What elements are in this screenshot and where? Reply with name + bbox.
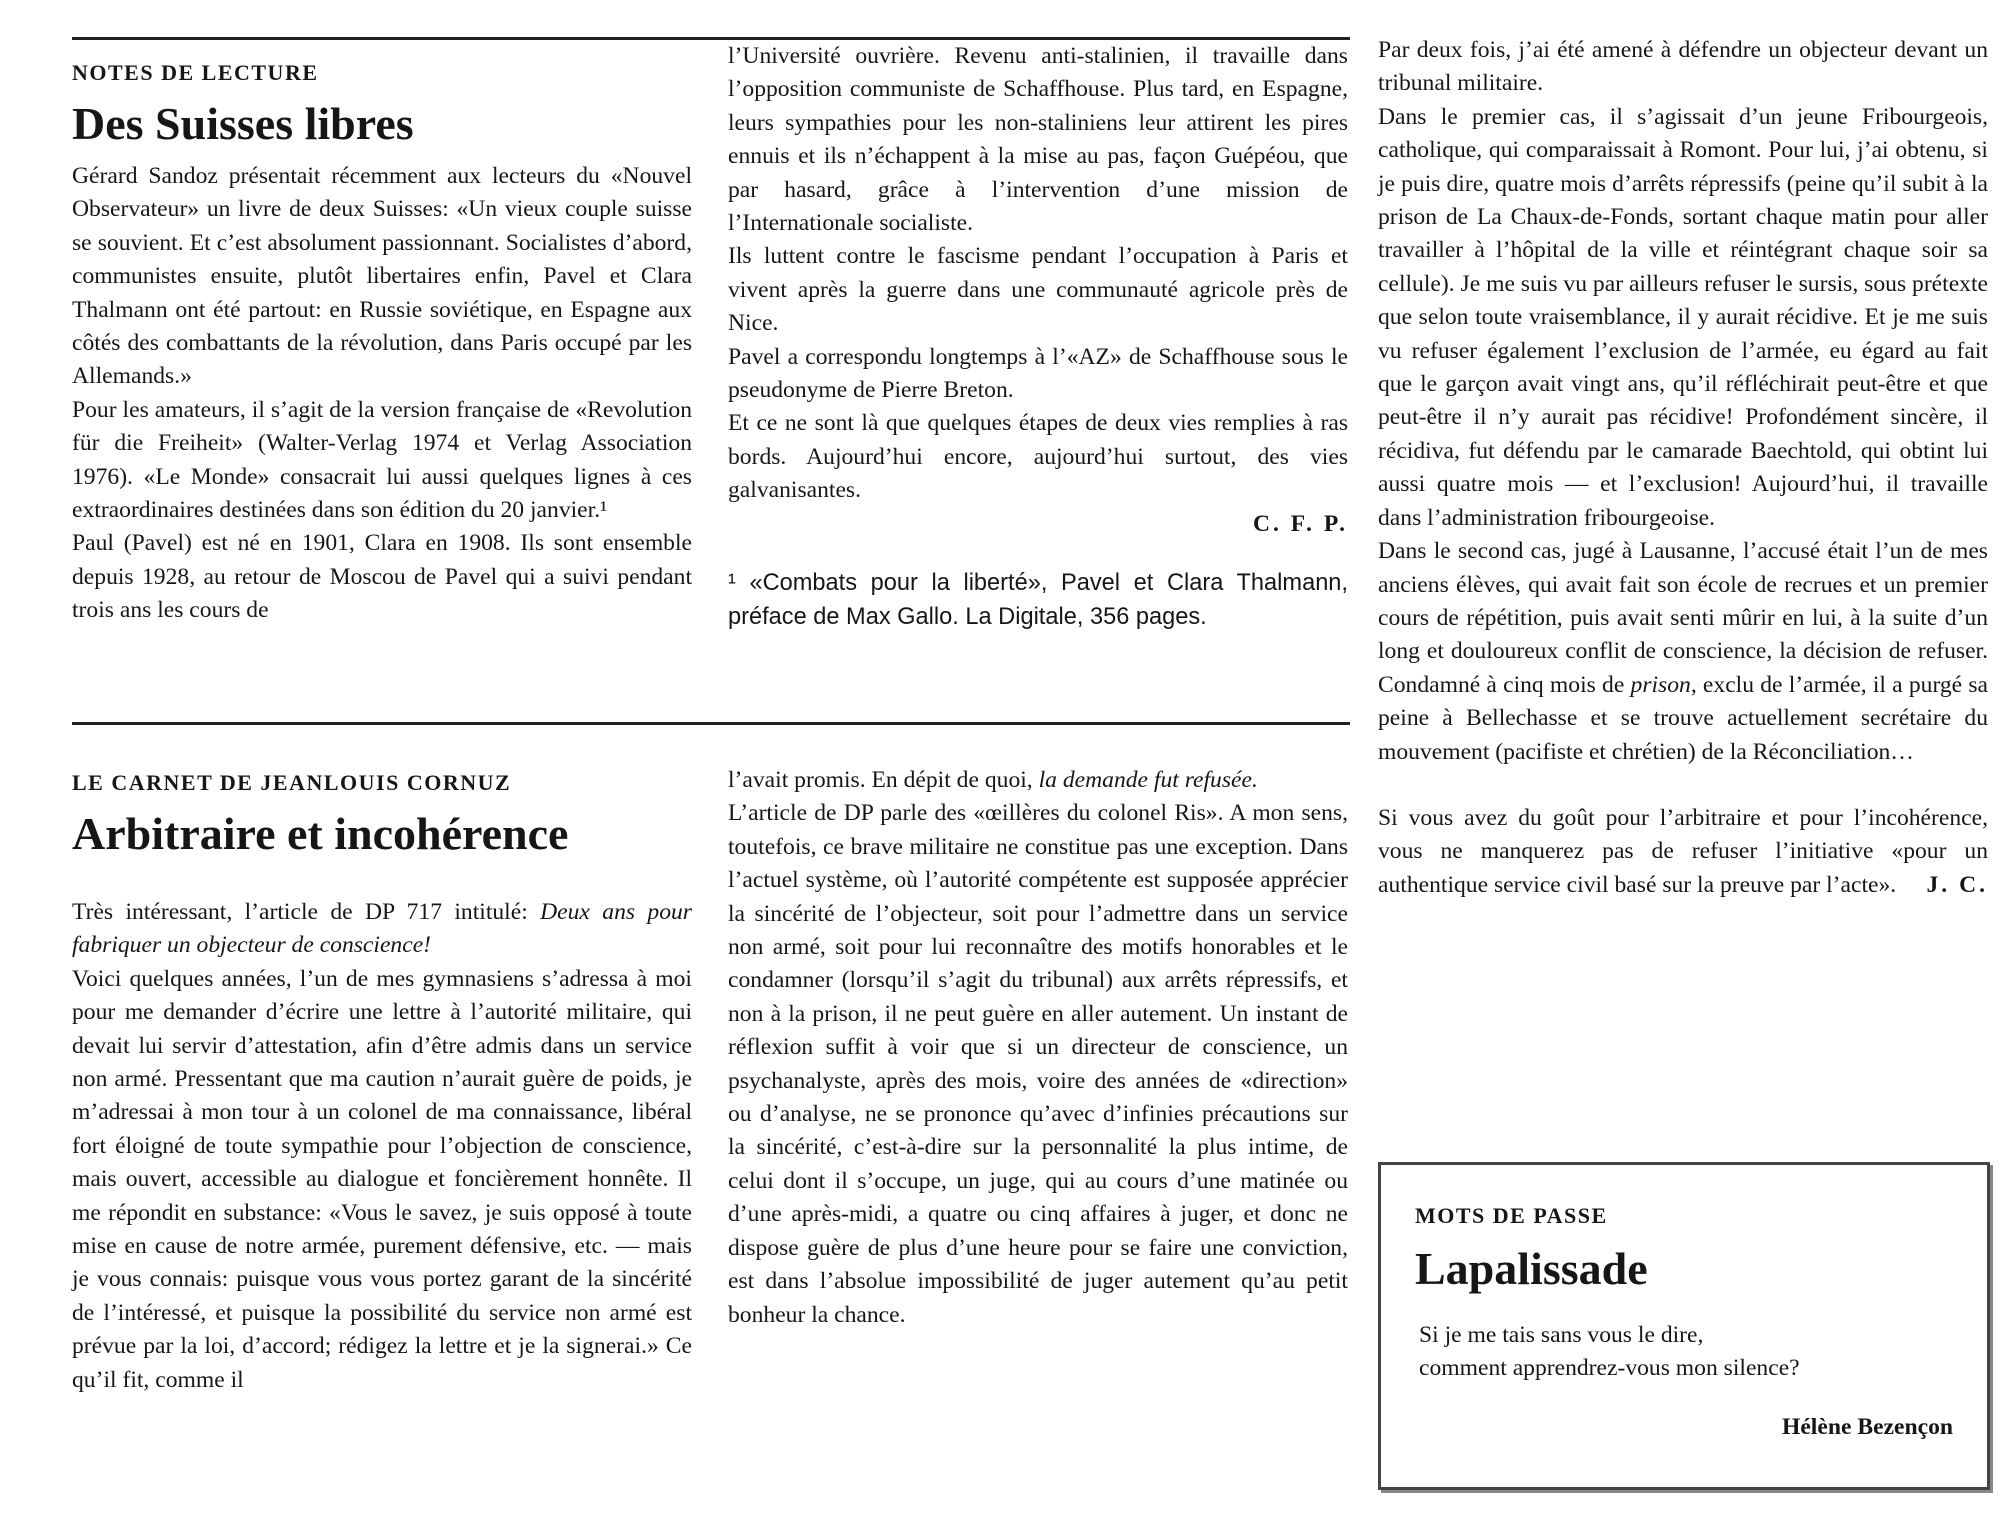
poem-line: Si je me tais sans vous le dire, bbox=[1419, 1322, 1704, 1348]
article-col-2 bbox=[728, 40, 1348, 634]
paragraph: Gérard Sandoz présentait récemment aux lecteurs du «Nouvel Observateur» un livre de deux Suisses: «Un vieux couple suisse se souvient. Et c’est absolument passionnant. Socialistes d’abord, communistes ensuite, plutôt libertaires enfin, Pavel et Clara Thalmann ont été partout: en Russie soviétique, en Espagne aux côtés des combattants de la révolution, dans Paris occupé par les Allemands.» bbox=[72, 163, 692, 390]
article-col-2 bbox=[728, 764, 1348, 1332]
article-title: Arbitraire et incohérence bbox=[72, 808, 569, 859]
paragraph: L’article de DP parle des «œillères du colonel Ris». A mon sens, toutefois, ce brave militaire ne constitue pas une exception. Dans l’actuel système, où l’autorité compétente est supposée apprécier la sincérité de l’objecteur, soit pour l’admettre dans un service non armé, soit pour lui reconnaître des motifs honorables et le condamner (lorsqu’il s’agit du tribunal) aux arrêts répressifs, et non à la prison, il ne peut guère en aller autement. Un instant de réflexion suffit à voir que si un directeur de conscience, un psychanalyste, après des mois, voire des années de «direction» ou d’analyse, ne se prononce qu’avec d’infinies précautions sur la sincérité, c’est-à-dire sur la personnalité la plus intime, de celui dont il s’occupe, un juge, qui au cours d’une matinée ou d’une après-midi, a quatre ou cinq affaires à juger, et donc ne dispose guère de plus d’une heure pour se faire une conviction, est dans l’absolue impossibilité de juger autement qu’au petit bonheur la chance. bbox=[728, 800, 1348, 1328]
article-col-3 bbox=[1378, 34, 1988, 902]
article-title: Des Suisses libres bbox=[72, 98, 414, 149]
intro-text: Très intéressant, l’article de DP 717 intitulé: bbox=[72, 899, 541, 925]
intro-italic: Deux ans pour fabriquer un objecteur de conscience! bbox=[72, 899, 692, 959]
signature: J. C. bbox=[1926, 871, 1988, 898]
paragraph bbox=[1378, 802, 1988, 902]
box-author: Hélène Bezençon bbox=[1781, 1413, 1953, 1440]
text: , exclu de l’armée, il a purgé sa peine à Bellechasse et se trouve actuellement secrétaire du mouvement (pacifiste et chrétien) de la Réconciliation… bbox=[1378, 671, 1989, 765]
article-col-1 bbox=[72, 160, 692, 628]
box-title: Lapalissade bbox=[1415, 1243, 1648, 1294]
section-rule bbox=[72, 722, 1350, 725]
section-kicker: LE CARNET DE JEANLOUIS CORNUZ bbox=[72, 770, 512, 795]
mots-de-passe-box bbox=[1378, 1162, 1990, 1490]
paragraph bbox=[1378, 535, 1988, 769]
italic-text: prison bbox=[1630, 671, 1691, 698]
paragraph bbox=[72, 896, 692, 963]
box-kicker: MOTS DE PASSE bbox=[1415, 1203, 1608, 1228]
text: Si vous avez du goût pour l’arbitraire et pour l’incohérence, vous ne manquerez pas de refuser l’initiative «pour un authentique service civil basé sur la preuve par l’acte». bbox=[1378, 804, 1988, 898]
paragraph: Voici quelques années, l’un de mes gymnasiens s’adressa à moi pour me demander d’écrire une lettre à l’autorité militaire, qui devait lui servir d’attestation, afin d’être admis dans un service non armé. Pressentant que ma caution n’aurait guère de poids, je m’adressai à mon tour à un colonel de ma connaissance, libéral fort éloigné de toute sympathie pour l’objection de conscience, mais ouvert, accessible au dialogue et foncièrement honnête. Il me répondit en substance: «Vous le savez, je suis opposé à toute mise en cause de notre armée, purement défensive, etc. — mais je vous connais: puisque vous vous portez garant de la sincérité de l’intéressé, et puisque la possibilité du service non armé est prévue par la loi, d’accord; rédigez la lettre et je la signerai.» Ce qu’il fit, comme il bbox=[72, 965, 692, 1393]
paragraph: Et ce ne sont là que quelques étapes de deux vies remplies à ras bords. Aujourd’hui encore, aujourd’hui surtout, des vies galvanisantes. bbox=[728, 410, 1348, 504]
text: Dans le second cas, jugé à Lausanne, l’accusé était l’un de mes anciens élèves, qui avait fait son école de recrues et un premier cours de répétition, puis avait senti mûrir en lui, à la suite d’un long et douloureux conflit de conscience, la décision de refuser. Condamné à cinq mois de bbox=[1378, 538, 1988, 698]
footnote: ¹ «Combats pour la liberté», Pavel et Clara Thalmann, préface de Max Gallo. La Digitale, 356 pages. bbox=[728, 570, 1348, 630]
article-arbitraire bbox=[72, 770, 692, 1397]
paragraph bbox=[728, 764, 1348, 797]
italic-text: la demande fut refusée. bbox=[1038, 767, 1258, 793]
paragraph: Pour les amateurs, il s’agit de la version française de «Revolution für die Freiheit» (Walter-Verlag 1974 et Verlag Association 1976). «Le Monde» consacrait lui aussi quelques lignes à ces extraordinaires destinées dans son édition du 20 janvier.¹ bbox=[72, 396, 692, 524]
section-kicker: NOTES DE LECTURE bbox=[72, 60, 319, 85]
text: l’avait promis. En dépit de quoi, bbox=[728, 767, 1039, 793]
paragraph: Par deux fois, j’ai été amené à défendre un objecteur devant un tribunal militaire. bbox=[1378, 37, 1988, 97]
paragraph: l’Université ouvrière. Revenu anti-stalinien, il travaille dans l’opposition communiste de Schaffhouse. Plus tard, en Espagne, leurs sympathies pour les non-staliniens leur attirent les pires ennuis et ils n’échappent à la mise au pas, façon Guépéou, que par hasard, grâce à l’intervention d’une mission de l’Internationale socialiste. bbox=[728, 43, 1348, 237]
poem-line: comment apprendrez-vous mon silence? bbox=[1419, 1355, 1800, 1382]
paragraph: Dans le premier cas, il s’agissait d’un jeune Fribourgeois, catholique, qui comparaissait à Romont. Pour lui, j’ai obtenu, si je puis dire, quatre mois d’arrêts répressifs (peine qu’il subit à la prison de La Chaux-de-Fonds, sortant chaque matin pour aller travailler à l’hôpital de la ville et réintégrant chaque soir sa cellule). Je me suis vu par ailleurs refuser le sursis, sous prétexte que selon toute vraisemblance, il y aurait récidive. Et je me suis vu refuser également l’exclusion de l’armée, eu égard au fait que le garçon avait vingt ans, qu’il réfléchirait peut-être et que peut-être il n’y aurait pas récidive! Profondément sincère, il récidiva, fut défendu par le camarade Baechtold, qui obtint lui aussi quatre mois — et l’exclusion! Aujourd’hui, il travaille dans l’administration fribourgeoise. bbox=[1378, 103, 1988, 531]
paragraph: Ils luttent contre le fascisme pendant l’occupation à Paris et vivent après la guerre dans une communauté agricole près de Nice. bbox=[728, 243, 1348, 337]
article-col-1 bbox=[72, 896, 692, 1397]
signature: C. F. P. bbox=[1252, 510, 1348, 537]
paragraph: Pavel a correspondu longtemps à l’«AZ» de Schaffhouse sous le pseudonyme de Pierre Breton. bbox=[728, 343, 1348, 404]
paragraph: Paul (Pavel) est né en 1901, Clara en 1908. Ils sont ensemble depuis 1928, au retour de Moscou de Pavel qui a suivi pendant trois ans les cours de bbox=[72, 530, 692, 624]
article-des-suisses-libres bbox=[72, 60, 692, 628]
